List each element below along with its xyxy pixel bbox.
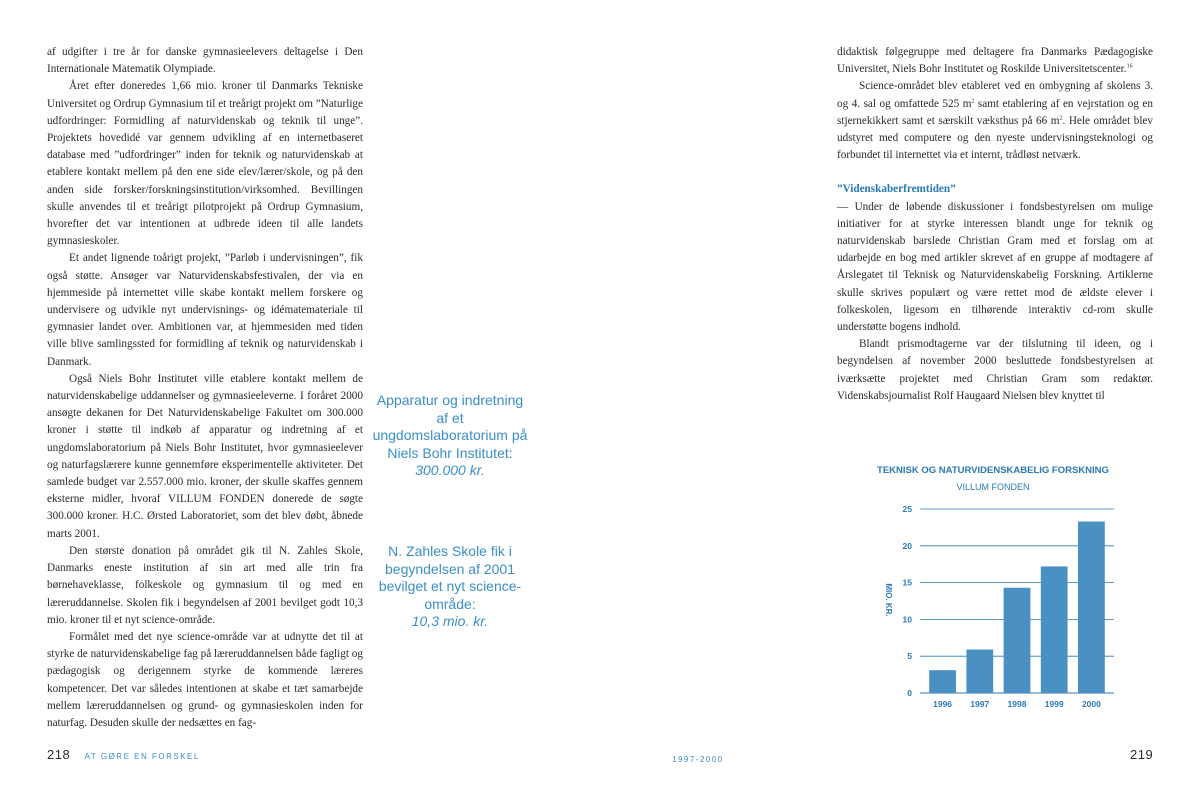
paragraph [837,78,1153,164]
bar-chart-svg [862,459,1124,719]
x-tick-label: 1997 [970,699,990,709]
y-tick-label: 10 [902,614,912,625]
superscript: 2 [971,97,975,104]
paragraph: Også Niels Bohr Institutet ville etablere kontakt mellem de naturvidenskabelige uddannelser og gymnasieeleverne. I foråret 2000 ansøgte dekanen for Det Naturvidenskabelige Fakultet om 300.000 kroner i støtte til indkøb af apparatur og indretning af et ungdomslaboratorium på Niels Bohr Institutet, hvor gymnasieelever og naturfagslærere kunne gennemføre eksperimentelle aktiviteter. Det samlede budget var 2.557.000 mio. kroner, der skulle skaffes gennem eksterne midler, hvoraf VILLUM FONDEN donerede de søgte 300.000 kroner. H.C. Ørsted Laboratoriet, som det blev døbt, åbnede marts 2001. [47,372,363,540]
paragraph: Året efter doneredes 1,66 mio. kroner til Danmarks Tekniske Universitet og Ordrup Gymnasium til et treårigt projekt om ”Naturlige udfordringer: Formidling af naturvidenskab og teknik til unge”. Projektets hovedidé var gennem udvikling af en internetbaseret database med ”udfordringer” inden for teknik og naturvidenskab at etablere kontakt mellem på den ene side elev/lærer/skole, og på den anden side forsker/forskningsinstitution/virksomhed. Bevillingen skulle anvendes til et treårigt pilotprojekt på Ordrup Gymnasium, hvorefter det var intentionen at udbrede ideen til alle landets gymnasieskoler. [47,80,363,248]
right-footer [1130,746,1153,764]
paragraph: Den største donation på området gik til N. Zahles Skole, Danmarks eneste institution af sin art med alle trin fra børnehaveklasse, folkeskole og gymnasium til og med en læreruddannelse. Skolen fik i begyndelsen af 2001 bevilget godt 10,3 mio. kroner til et nyt science-område. [47,544,363,626]
x-tick-label: 1996 [933,699,953,709]
left-footer [47,746,200,764]
pull-quote-amount: 10,3 mio. kr. [411,613,489,630]
paragraph-text: didaktisk følgegruppe med deltagere fra Danmarks Pædagogiske Universitet, Niels Bohr Institutet og Roskilde Universitetscenter. [837,46,1153,76]
bars [929,522,1105,693]
x-tick-label: 2000 [1081,699,1101,709]
bar-1998 [1004,588,1031,693]
y-axis-label: MIO. KR. [884,583,893,617]
page-number: 218 [47,747,71,762]
pull-quote-amount: 300.000 kr. [415,462,485,479]
y-tick-label: 5 [907,651,912,662]
paragraph: af udgifter i tre år for danske gymnasieelevers deltagelse i Den Internationale Matematik Olympiade. [47,46,363,76]
bar-1997 [966,650,993,693]
paragraph: Et andet lignende toårigt projekt, ”Parløb i undervisningen”, fik også støtte. Ansøger var Naturvidenskabsfestivalen, der via en hjemmeside på internettet ville skabe kontakt mellem forskere og undervisere og udvikle nyt undervisnings- og idématemateriale til gymnasier landet over. Ambitionen var, at hjemmesiden med tiden ville blive samlingssted for formidling af teknik og naturvidenskab i Danmark. [47,252,363,368]
pull-quote-text: N. Zahles Skole fik i begyndelsen af 2001 bevilget et nyt science-område: [378,543,522,612]
pull-quote-text: Apparatur og indretning af et ungdomslaboratorium på Niels Bohr Institutet: [372,392,528,461]
x-ticks [933,699,1101,709]
bar-chart [862,459,1124,719]
x-tick-label: 1999 [1044,699,1064,709]
y-tick-label: 25 [902,504,912,514]
y-tick-label: 15 [902,577,912,588]
paragraph: Blandt prismodtagerne var der tilslutning til ideen, og i begyndelsen af november 2000 besluttede fondsbestyrelsen at iværksætte projektet med Christian Gram som redaktør. Videnskabsjournalist Rolf Haugaard Nielsen blev knyttet til [837,338,1153,402]
paragraph-text: Science-området blev etableret ved en ombygning af skolens 3. og 4. sal og omfattede 525 m [837,80,1153,110]
paragraph-text: samt etablering af en vejrstation og en stjernekikkert samt et særskilt væksthus på 66 m [837,97,1153,127]
center-footer [672,749,724,767]
y-tick-label: 20 [902,540,912,551]
running-title: AT GØRE EN FORSKEL [84,752,200,761]
bar-1996 [929,670,956,693]
pull-quote [372,392,528,480]
paragraph-text: . Hele området blev udstyret med computere og den nyeste undervisningsteknologi og forbundet til internettet via et internt, trådløst netværk. [837,114,1153,162]
chart-title: TEKNISK OG NATURVIDENSKABELIG FORSKNING [877,465,1109,476]
paragraph [837,44,1153,78]
y-tick-label: 0 [907,688,912,698]
footnote-ref: 16 [1126,63,1133,70]
right-page-body [837,44,1153,405]
running-title-period: 1997-2000 [672,755,724,764]
chart-subtitle: VILLUM FONDEN [956,482,1030,492]
bar-1999 [1041,566,1068,693]
left-page-body [47,44,363,732]
pull-quote [372,543,528,631]
bar-2000 [1078,522,1105,693]
paragraph: — Under de løbende diskussioner i fondsbestyrelsen om mulige initiativer for at styrke interessen blandt unge for teknik og naturvidenskab barslede Christian Gram med et forslag om at udarbejde en bog med artikler skrevet af en gruppe af modtagere af Årslegatet til Teknisk og Naturvidenskabelig Forskning. Artiklerne skulle skrives populært og være rettet mod de ældste elever i folkeskolen, ligesom en tilhørende interaktiv cd-rom skulle understøtte bogens indhold. [837,200,1153,334]
x-tick-label: 1998 [1007,699,1027,709]
section-heading: ”Videnskaberfremtiden” [837,183,956,196]
page-number: 219 [1130,747,1154,762]
superscript: 2 [1059,115,1063,122]
paragraph: Formålet med det nye science-område var at udnytte det til at styrke de naturvidenskabelige fag på læreruddannelsen både fagligt og pædagogisk og derigennem styrke de kommende læreres kompetencer. Det var således intentionen at skabe et tæt samarbejde mellem læreruddannelsen og grund- og gymnasieskolen inden for naturfag. Desuden skulle der nedsættes en fag- [47,630,363,729]
